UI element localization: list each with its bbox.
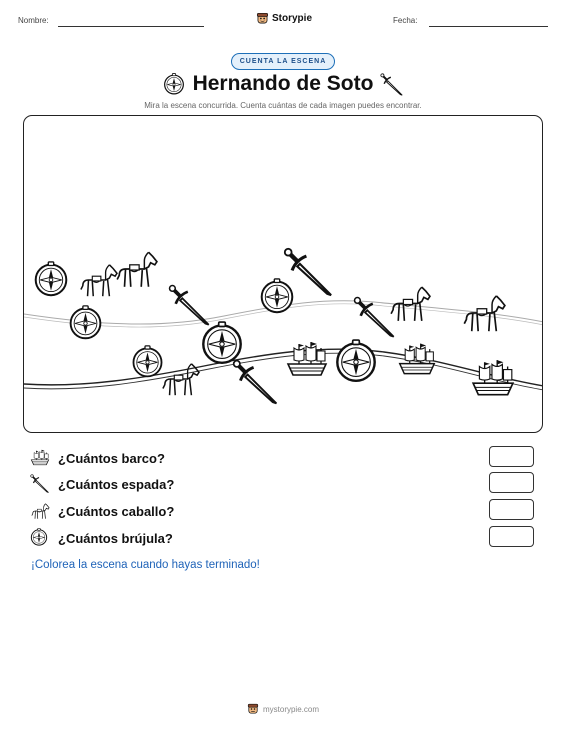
sword-icon — [30, 474, 50, 494]
closing-instruction: ¡Colorea la escena cuando hayas terminado! — [31, 559, 260, 571]
worksheet-header — [0, 12, 566, 32]
page-title: Hernando de Soto — [192, 72, 374, 95]
ship-icon — [470, 354, 516, 404]
ship-icon — [397, 340, 437, 380]
scene-panel — [23, 115, 543, 433]
horse-icon — [113, 248, 159, 290]
mascot-icon — [256, 12, 269, 25]
question-sword — [30, 473, 540, 495]
answer-box-ship[interactable] — [489, 446, 534, 467]
brand-logo — [256, 12, 312, 25]
question-text: ¿Cuántos barco? — [58, 451, 165, 466]
answer-box-sword[interactable] — [489, 472, 534, 493]
compass-icon — [30, 528, 48, 546]
horse-icon — [159, 360, 201, 398]
question-horse — [30, 500, 540, 522]
sword-icon — [168, 284, 212, 328]
horse-icon — [30, 501, 50, 521]
answer-box-horse[interactable] — [489, 499, 534, 520]
horse-icon — [460, 291, 507, 335]
brand-name: Storypie — [272, 13, 313, 24]
activity-badge: CUENTA LA ESCENA — [231, 53, 335, 70]
sword-icon — [380, 73, 404, 97]
footer — [0, 703, 566, 715]
question-text: ¿Cuántos espada? — [58, 477, 175, 492]
ship-icon — [30, 448, 50, 468]
instructions: Mira la escena concurrida. Cuenta cuántas de cada imagen puedes encontrar. — [144, 101, 422, 110]
name-label: Nombre: — [18, 16, 49, 25]
question-text: ¿Cuántos brújula? — [58, 531, 173, 546]
question-compass — [30, 527, 540, 549]
date-field[interactable] — [429, 26, 548, 27]
mascot-icon — [247, 703, 259, 715]
compass-icon — [33, 261, 69, 297]
compass-icon — [68, 305, 103, 340]
ship-icon — [285, 338, 329, 382]
name-field[interactable] — [58, 26, 204, 27]
answer-box-compass[interactable] — [489, 526, 534, 547]
date-label: Fecha: — [393, 16, 418, 25]
sword-icon — [232, 359, 280, 407]
question-ship — [30, 447, 540, 469]
compass-icon — [334, 339, 378, 383]
question-text: ¿Cuántos caballo? — [58, 504, 175, 519]
sword-icon — [353, 296, 397, 340]
sword-icon — [283, 247, 335, 299]
footer-url: mystorypie.com — [262, 704, 319, 714]
